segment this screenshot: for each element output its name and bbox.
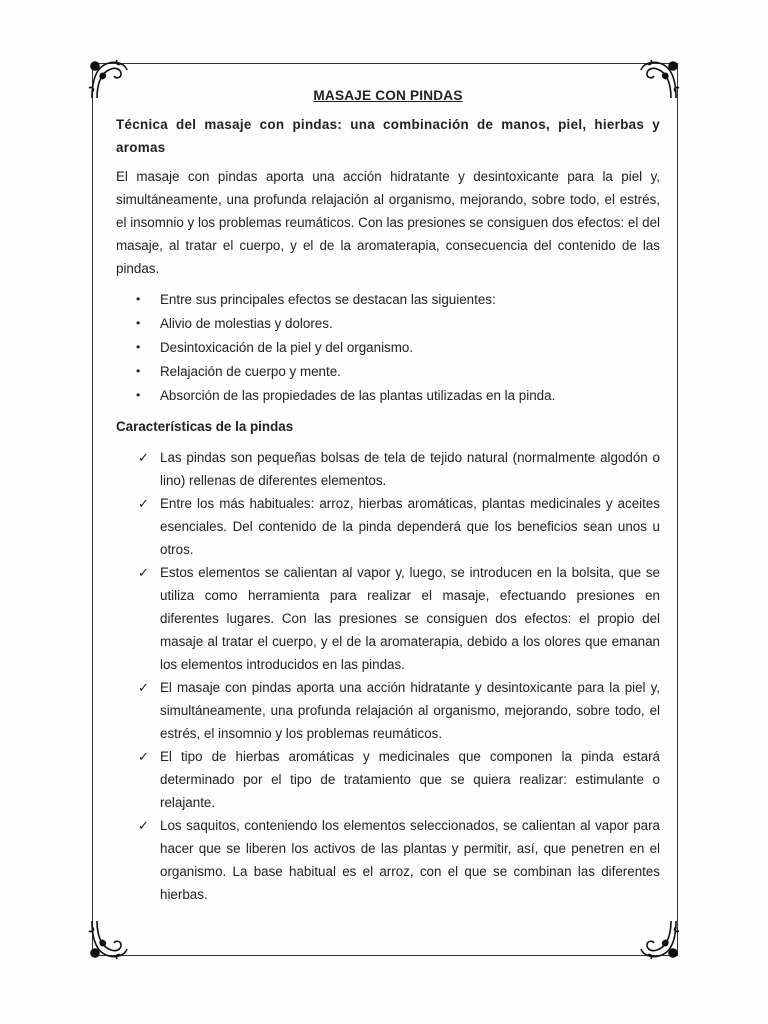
bullet-icon: • [136, 364, 141, 378]
characteristics-list [116, 446, 660, 906]
document-body [116, 84, 660, 906]
page-title: MASAJE CON PINDAS [313, 88, 463, 103]
intro-paragraph: El masaje con pindas aporta una acción hidratante y desintoxicante para la piel y, simultáneamente, una profunda relajación al organismo, mejorando, sobre todo, el estrés, el insomnio y los problemas reumáticos. Con las presiones se consiguen dos efectos: el del masaje, al tratar el cuerpo, y el de la aromaterapia, consecuencia del contenido de las pindas. [116, 169, 660, 276]
bullet-icon: • [136, 316, 141, 330]
corner-flourish-icon [87, 917, 131, 961]
subtitle: Técnica del masaje con pindas: una combinación de manos, piel, hierbas y aromas [116, 117, 660, 155]
list-item: ✓ Entre los más habituales: arroz, hierbas aromáticas, plantas medicinales y aceites esenciales. Del contenido de la pinda dependerá que los beneficios sean unos u otros. [116, 492, 660, 561]
bullet-icon: • [136, 340, 141, 354]
list-item: ✓ El tipo de hierbas aromáticas y medicinales que componen la pinda estará determinado por el tipo de tratamiento que se quiera realizar: estimulante o relajante. [116, 745, 660, 814]
list-item: ✓ El masaje con pindas aporta una acción hidratante y desintoxicante para la piel y, simultáneamente, una profunda relajación al organismo, mejorando, sobre todo, el estrés, el insomnio y los problemas reumáticos. [116, 676, 660, 745]
checkmark-icon: ✓ [138, 680, 149, 695]
bullet-icon: • [136, 292, 141, 306]
list-item: ✓ Estos elementos se calientan al vapor y, luego, se introducen en la bolsita, que se utiliza como herramienta para realizar el masaje, efectuando presiones en diferentes lugares. Con las presiones se consiguen dos efectos: el propio del masaje al tratar el cuerpo, y el de la aromaterapia, debido a los olores que emanan los elementos introducidos en las pindas. [116, 561, 660, 676]
corner-flourish-icon [637, 917, 681, 961]
bullet-icon: • [136, 388, 141, 402]
list-item: • Desintoxicación de la piel y del organismo. [116, 336, 660, 359]
effects-list [116, 288, 660, 407]
checkmark-icon: ✓ [138, 818, 149, 833]
checkmark-icon: ✓ [138, 496, 149, 511]
checkmark-icon: ✓ [138, 450, 149, 465]
list-item: • Relajación de cuerpo y mente. [116, 360, 660, 383]
list-item: ✓ Los saquitos, conteniendo los elementos seleccionados, se calientan al vapor para hacer que se liberen los activos de las plantas y permitir, así, que penetren en el organismo. La base habitual es el arroz, con el que se combinan las diferentes hierbas. [116, 814, 660, 906]
list-item: • Alivio de molestias y dolores. [116, 312, 660, 335]
checkmark-icon: ✓ [138, 749, 149, 764]
list-item: • Entre sus principales efectos se destacan las siguientes: [116, 288, 660, 311]
list-item: • Absorción de las propiedades de las plantas utilizadas en la pinda. [116, 384, 660, 407]
list-item: ✓ Las pindas son pequeñas bolsas de tela de tejido natural (normalmente algodón o lino) rellenas de diferentes elementos. [116, 446, 660, 492]
checkmark-icon: ✓ [138, 565, 149, 580]
section-heading: Características de la pindas [116, 419, 294, 434]
